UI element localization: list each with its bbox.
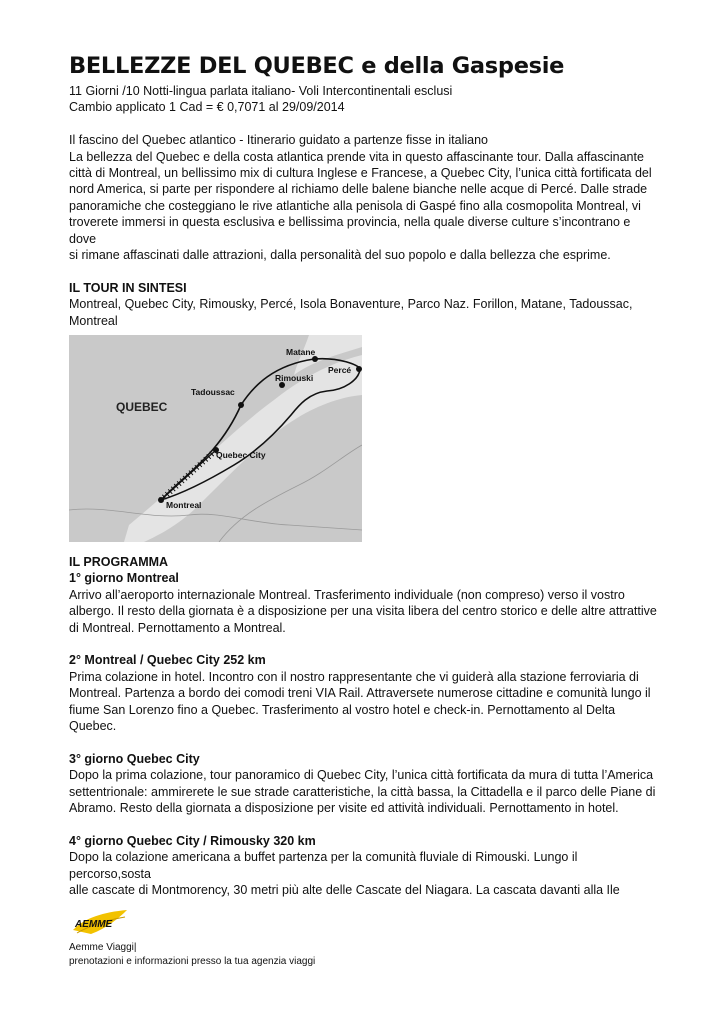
day-line: albergo. Il resto della giornata è a disposizione per una visita libera del centro storico e delle altre attrattive	[69, 604, 657, 619]
day-line: Arrivo all’aeroporto internazionale Montreal. Trasferimento individuale (non compreso) verso il vostro	[69, 587, 625, 602]
day-block	[69, 652, 659, 734]
document-title: BELLEZZE DEL QUEBEC e della Gaspesie	[69, 53, 565, 79]
city-label: Percé	[328, 365, 352, 376]
day-line: settentrionale: ammirerete le sue strade caratteristiche, la città bassa, la Cittadella e il parco delle Piane di	[69, 784, 656, 799]
company-name: Aemme Viaggi|	[69, 942, 137, 953]
day-line: Quebec.	[69, 719, 117, 734]
intro-line: troverete immersi in questa esclusiva e bellissima provincia, nella quale diverse culture s’incontrano e dove	[69, 215, 631, 246]
day-block	[69, 570, 659, 636]
intro-line: panoramiche che costeggiano le rive atlantiche alla penisola di Gaspé fino alla cosmopolita Montreal, vi	[69, 198, 641, 213]
booking-info: prenotazioni e informazioni presso la tua agenzia viaggi	[69, 955, 316, 967]
perce-dot	[356, 366, 362, 372]
city-label: Rimouski	[275, 373, 314, 384]
day-title: 2° Montreal / Quebec City 252 km	[69, 653, 266, 668]
day-block	[69, 833, 659, 899]
intro-heading: Il fascino del Quebec atlantico - Itinerario guidato a partenze fisse in italiano	[69, 133, 488, 148]
summary-line: Montreal, Quebec City, Rimousky, Percé, Isola Bonaventure, Parco Naz. Forillon, Matane, Tadoussac,	[69, 297, 633, 312]
montreal-dot	[158, 497, 164, 503]
intro-line: si rimane affascinati dalle attrazioni, dalla personalità del suo popolo e dalla bellezza che esprime.	[69, 248, 611, 263]
aemme-logo-icon	[69, 908, 129, 936]
city-label: Montreal	[166, 500, 202, 511]
day-line: fiume San Lorenzo fino a Quebec. Trasferimento al vostro hotel e check-in. Pernottamento al Delta	[69, 702, 616, 717]
intro-line: città di Montreal, un bellissimo mix di cultura Inglese e Francese, a Quebec City, l’unica città fortificata del	[69, 166, 652, 181]
program-heading: IL PROGRAMMA	[69, 555, 169, 570]
summary-line: Montreal	[69, 313, 118, 328]
exchange-rate: Cambio applicato 1 Cad = € 0,7071 al 29/09/2014	[69, 100, 345, 115]
day-line: Prima colazione in hotel. Incontro con il nostro rappresentante che vi guiderà alla stazione ferroviaria di	[69, 669, 639, 684]
intro-line: La bellezza del Quebec e della costa atlantica prende vita in questo affascinante tour. Dalla affascinante	[69, 149, 644, 164]
intro-paragraph	[69, 149, 659, 264]
page-footer	[69, 908, 369, 968]
city-label: Matane	[286, 347, 316, 358]
day-line: di Montreal. Pernottamento a Montreal.	[69, 620, 286, 635]
subtitle: 11 Giorni /10 Notti-lingua parlata italiano- Voli Intercontinentali esclusi	[69, 84, 453, 98]
day-title: 4° giorno Quebec City / Rimousky 320 km	[69, 833, 316, 848]
intro-line: nord America, si parte per rispondere al richiamo delle balene bianche nelle acque di Percé. Dalle strade	[69, 182, 648, 197]
city-label: Tadoussac	[191, 387, 235, 398]
day-block	[69, 751, 659, 817]
route-map	[69, 335, 362, 542]
day-line: Montreal. Partenza a bordo dei comodi treni VIA Rail. Attraversete numerose cittadine e comunità lungo il	[69, 686, 651, 701]
day-line: Dopo la prima colazione, tour panoramico di Quebec City, l’unica città fortificata da mura di tutta l’America	[69, 768, 654, 783]
day-line: alle cascate di Montmorency, 30 metri più alte delle Cascate del Niagara. La cascata davanti alla Ile	[69, 883, 620, 898]
region-label: QUEBEC	[116, 400, 168, 415]
city-label: Quebec City	[216, 450, 266, 461]
tadoussac-dot	[238, 402, 244, 408]
day-title: 1° giorno Montreal	[69, 571, 179, 586]
day-title: 3° giorno Quebec City	[69, 751, 200, 766]
document-page	[69, 52, 659, 899]
logo-text: AEMME	[75, 919, 113, 930]
day-line: Dopo la colazione americana a buffet partenza per la comunità fluviale di Rimouski. Lungo il percorso,sosta	[69, 850, 578, 881]
day-line: Abramo. Resto della giornata a disposizione per visite ed attività individuali. Pernottamento in hotel.	[69, 801, 619, 816]
summary-heading: IL TOUR IN SINTESI	[69, 280, 187, 295]
